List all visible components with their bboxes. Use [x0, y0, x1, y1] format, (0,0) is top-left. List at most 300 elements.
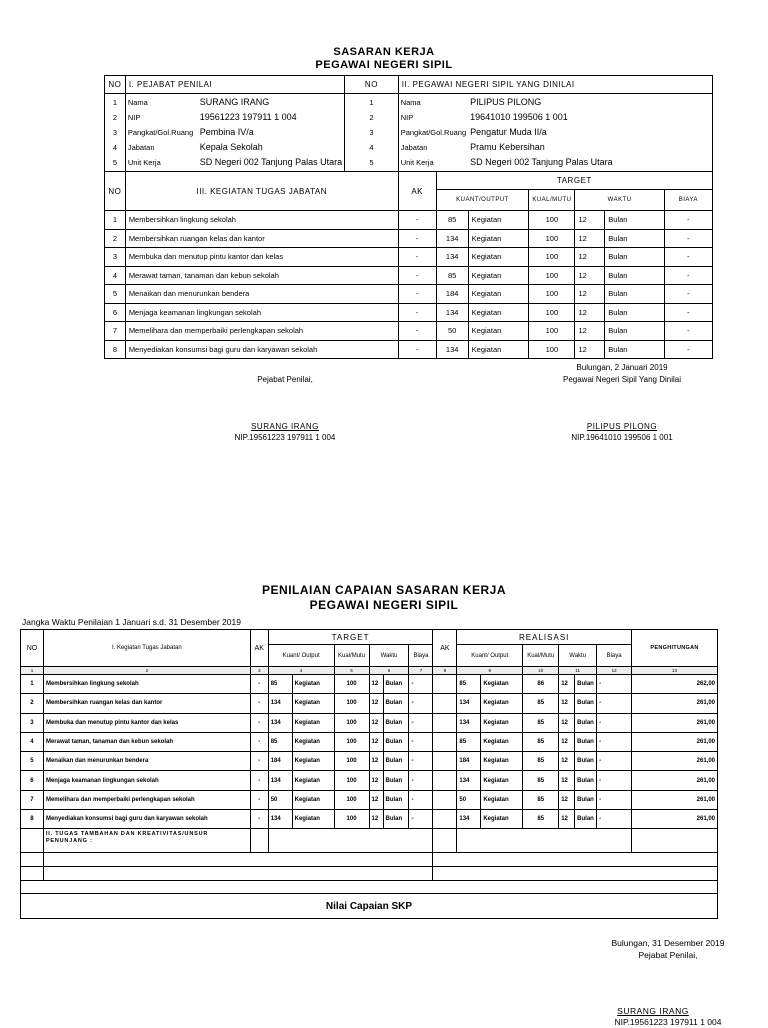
target-waktu-unit: Bulan: [383, 732, 409, 751]
task-ak: -: [398, 248, 436, 267]
pegawai-value-list: [470, 95, 710, 171]
task-name: Membersihkan ruangan kelas dan kantor: [43, 694, 250, 713]
target-waktu: 12: [575, 285, 605, 304]
task-name: Menyediakan konsumsi bagi guru dan karyawan sekolah: [125, 340, 398, 359]
task-row: [105, 340, 713, 359]
task-name: Merawat taman, tanaman dan kebun sekolah: [125, 266, 398, 285]
target-waktu-unit: Bulan: [605, 285, 665, 304]
target-unit: Kegiatan: [292, 694, 334, 713]
target-kuant: 134: [268, 694, 292, 713]
realisasi-ak: [433, 694, 457, 713]
penghitungan-value: 261,00: [632, 771, 718, 790]
kuant-header: KUANT/OUTPUT: [436, 190, 529, 211]
empty-cell: [21, 853, 44, 867]
realisasi-biaya: -: [597, 752, 632, 771]
realisasi-ak: [433, 771, 457, 790]
doc1-title-line2: PEGAWAI NEGERI SIPIL: [315, 59, 453, 71]
kuant-header: Kuant/ Output: [457, 645, 523, 667]
realisasi-unit: Kegiatan: [481, 732, 523, 751]
col-number: 6: [369, 667, 409, 675]
target-unit: Kegiatan: [468, 322, 529, 341]
task-no: 4: [21, 732, 44, 751]
task-no: 3: [21, 713, 44, 732]
waktu-header: Waktu: [559, 645, 597, 667]
realisasi-waktu: 12: [559, 732, 575, 751]
target-kual: 100: [529, 340, 575, 359]
task-ak: -: [398, 285, 436, 304]
target-waktu-unit: Bulan: [383, 675, 409, 694]
target-waktu: 12: [369, 732, 383, 751]
target-unit: Kegiatan: [468, 248, 529, 267]
info-value: Pramu Kebersihan: [470, 142, 545, 153]
target-kual: 100: [334, 675, 369, 694]
task-row: [105, 229, 713, 248]
col-number: 4: [268, 667, 334, 675]
doc2-title-line2: PEGAWAI NEGERI SIPIL: [309, 598, 459, 612]
sasaran-kerja-table: [104, 75, 713, 359]
realisasi-unit: Kegiatan: [481, 694, 523, 713]
realisasi-unit: Kegiatan: [481, 790, 523, 809]
target-unit: Kegiatan: [292, 752, 334, 771]
target-waktu-unit: Bulan: [383, 790, 409, 809]
task-name: Membuka dan menutup pintu kantor dan kelas: [125, 248, 398, 267]
target-biaya: -: [409, 752, 433, 771]
realisasi-kuant: 134: [457, 713, 481, 732]
empty-cell: [43, 853, 432, 867]
col-number: 13: [632, 667, 718, 675]
task-ak: -: [250, 675, 268, 694]
task-ak: -: [398, 211, 436, 230]
doc2-period: Jangka Waktu Penilaian 1 Januari s.d. 31 Desember 2019: [22, 617, 241, 627]
info-label: Jabatan: [400, 143, 428, 153]
target-biaya: -: [409, 771, 433, 790]
task-no: 7: [105, 322, 126, 341]
realisasi-waktu-unit: Bulan: [575, 675, 597, 694]
realisasi-kual: 85: [523, 790, 559, 809]
target-waktu: 12: [369, 675, 383, 694]
target-unit: Kegiatan: [292, 713, 334, 732]
task-row: [105, 322, 713, 341]
target-kual: 100: [334, 810, 369, 829]
task-ak: -: [250, 810, 268, 829]
task-row: [21, 732, 718, 751]
info-label: NIP: [400, 112, 414, 122]
realisasi-biaya: -: [597, 732, 632, 751]
target-waktu-unit: Bulan: [383, 694, 409, 713]
target-unit: Kegiatan: [292, 732, 334, 751]
realisasi-header: REALISASI: [457, 630, 632, 645]
task-ak: -: [250, 752, 268, 771]
target-waktu-unit: Bulan: [605, 211, 665, 230]
task-row: [105, 303, 713, 322]
task-ak: -: [398, 266, 436, 285]
target-waktu: 12: [575, 211, 605, 230]
target-kuant: 85: [436, 266, 468, 285]
kegiatan-header: III. KEGIATAN TUGAS JABATAN: [125, 172, 398, 211]
target-waktu-unit: Bulan: [383, 810, 409, 829]
target-unit: Kegiatan: [468, 266, 529, 285]
task-name: Merawat taman, tanaman dan kebun sekolah: [43, 732, 250, 751]
empty-cell: [433, 829, 457, 853]
task-ak: -: [250, 732, 268, 751]
task-name: Memelihara dan memperbaiki perlengkapan sekolah: [43, 790, 250, 809]
doc1-title-line1: SASARAN KERJA: [333, 46, 435, 58]
task-ak: -: [398, 340, 436, 359]
realisasi-kuant: 134: [457, 810, 481, 829]
waktu-header: WAKTU: [575, 190, 664, 211]
realisasi-waktu-unit: Bulan: [575, 732, 597, 751]
realisasi-biaya: -: [597, 675, 632, 694]
info-label: NIP: [127, 112, 141, 122]
info-no: 5: [112, 158, 117, 168]
target-biaya: -: [664, 285, 712, 304]
info-value: 19561223 197911 1 004: [199, 111, 297, 122]
target-waktu: 12: [369, 713, 383, 732]
target-kuant: 134: [268, 771, 292, 790]
info-label: Nama: [400, 97, 421, 107]
target-unit: Kegiatan: [468, 340, 529, 359]
doc2-sign-nip: NIP.19561223 197911 1 004: [614, 1017, 722, 1027]
target-waktu: 12: [575, 248, 605, 267]
target-biaya: -: [409, 713, 433, 732]
info-no: 4: [369, 143, 374, 153]
target-kuant: 184: [268, 752, 292, 771]
realisasi-kuant: 85: [457, 732, 481, 751]
realisasi-waktu-unit: Bulan: [575, 694, 597, 713]
doc1-left-sign-nip: NIP.19561223 197911 1 004: [234, 433, 336, 442]
target-biaya: -: [664, 340, 712, 359]
task-row: [105, 248, 713, 267]
target-biaya: -: [664, 303, 712, 322]
task-row: [21, 752, 718, 771]
empty-cell: [457, 829, 632, 853]
target-kual: 100: [334, 732, 369, 751]
task-row: [21, 790, 718, 809]
target-biaya: -: [409, 694, 433, 713]
realisasi-unit: Kegiatan: [481, 752, 523, 771]
task-rows: [105, 211, 713, 359]
target-kual: 100: [529, 322, 575, 341]
realisasi-kuant: 134: [457, 694, 481, 713]
col-number: 7: [409, 667, 433, 675]
pejabat-penilai-header: I. PEJABAT PENILAI: [125, 76, 344, 94]
task-name: Membersihkan lingkung sekolah: [43, 675, 250, 694]
col-number: 1: [21, 667, 44, 675]
task-rows: [21, 675, 718, 829]
target-unit: Kegiatan: [292, 790, 334, 809]
target-kual: 100: [529, 285, 575, 304]
target-kual: 100: [334, 752, 369, 771]
realisasi-ak: [433, 752, 457, 771]
realisasi-waktu-unit: Bulan: [575, 713, 597, 732]
realisasi-waktu: 12: [559, 752, 575, 771]
task-row: [105, 211, 713, 230]
empty-cell: [43, 867, 432, 881]
task-no: 2: [105, 229, 126, 248]
realisasi-kuant: 134: [457, 771, 481, 790]
realisasi-kuant: 50: [457, 790, 481, 809]
task-no: 4: [105, 266, 126, 285]
target-kuant: 50: [436, 322, 468, 341]
target-kuant: 184: [436, 285, 468, 304]
target-biaya: -: [409, 675, 433, 694]
info-no: 5: [369, 158, 374, 168]
target-waktu-unit: Bulan: [605, 266, 665, 285]
empty-cell: [268, 829, 433, 853]
task-row: [21, 675, 718, 694]
target-waktu-unit: Bulan: [605, 248, 665, 267]
empty-cell: [21, 881, 718, 894]
task-ak: -: [250, 713, 268, 732]
penghitungan-header: PENGHITUNGAN: [632, 630, 718, 667]
doc1-date: Bulungan, 2 Januari 2019: [576, 363, 668, 372]
doc2-sign-role: Pejabat Penilai,: [638, 950, 698, 960]
realisasi-kuant: 85: [457, 675, 481, 694]
realisasi-waktu: 12: [559, 713, 575, 732]
info-label: Nama: [127, 97, 148, 107]
info-value: Pengatur Muda II/a: [470, 126, 547, 137]
realisasi-unit: Kegiatan: [481, 771, 523, 790]
pegawai-label-list: [401, 95, 466, 171]
target-kual: 100: [529, 211, 575, 230]
info-no: 2: [112, 112, 117, 122]
realisasi-ak: [433, 790, 457, 809]
penilaian-capaian-table: [20, 629, 718, 919]
info-no: 1: [369, 97, 374, 107]
biaya-header: BIAYA: [664, 190, 712, 211]
task-name: Menjaga keamanan lingkungan sekolah: [125, 303, 398, 322]
realisasi-ak: [433, 675, 457, 694]
info-value: SURANG IRANG: [199, 96, 270, 107]
task-no: 2: [21, 694, 44, 713]
target-waktu: 12: [369, 771, 383, 790]
pejabat-value-list: [200, 95, 342, 171]
task-row: [21, 713, 718, 732]
target-kuant: 85: [268, 675, 292, 694]
target-kuant: 134: [436, 229, 468, 248]
info-label: Unit Kerja: [400, 158, 434, 168]
target-kual: 100: [529, 229, 575, 248]
info-no: 3: [112, 127, 117, 137]
task-name: Membersihkan lingkung sekolah: [125, 211, 398, 230]
empty-cell: [632, 829, 718, 853]
target-biaya: -: [409, 790, 433, 809]
doc1-left-sign-name: SURANG IRANG: [251, 422, 319, 431]
target-waktu-unit: Bulan: [383, 752, 409, 771]
task-ak: -: [398, 303, 436, 322]
empty-cell: [250, 829, 268, 853]
target-header: TARGET: [268, 630, 433, 645]
task-no: 5: [21, 752, 44, 771]
target-waktu: 12: [369, 694, 383, 713]
doc2-title-line1: PENILAIAN CAPAIAN SASARAN KERJA: [262, 583, 506, 597]
realisasi-unit: Kegiatan: [481, 810, 523, 829]
task-name: Menyediakan konsumsi bagi guru dan karyawan sekolah: [43, 810, 250, 829]
kual-header: KUAL/MUTU: [529, 190, 575, 211]
col-no: NO: [21, 630, 44, 667]
target-kuant: 85: [436, 211, 468, 230]
target-unit: Kegiatan: [292, 675, 334, 694]
target-kual: 100: [334, 694, 369, 713]
target-kual: 100: [529, 266, 575, 285]
realisasi-kual: 85: [523, 713, 559, 732]
target-waktu-unit: Bulan: [605, 322, 665, 341]
empty-cell: [433, 867, 718, 881]
target-waktu: 12: [575, 340, 605, 359]
realisasi-ak: [433, 732, 457, 751]
target-kuant: 50: [268, 790, 292, 809]
biaya-header: Biaya: [597, 645, 632, 667]
ak-header: AK: [398, 172, 436, 211]
target-waktu-unit: Bulan: [383, 713, 409, 732]
task-no: 6: [105, 303, 126, 322]
task-name: Menjaga keamanan lingkungan sekolah: [43, 771, 250, 790]
col-number: 11: [559, 667, 597, 675]
task-no: 1: [21, 675, 44, 694]
doc1-left-sign-role: Pejabat Penilai,: [257, 375, 313, 384]
realisasi-ak: [433, 713, 457, 732]
pegawai-no-list: [345, 95, 398, 171]
ak-header: AK: [250, 630, 268, 667]
info-no: 3: [369, 127, 374, 137]
biaya-header: Biaya: [409, 645, 433, 667]
doc1-right-sign-nip: NIP.19641010 199506 1 001: [571, 433, 673, 442]
task-ak: -: [398, 322, 436, 341]
column-number-row: [21, 667, 718, 675]
target-kual: 100: [529, 303, 575, 322]
task-ak: -: [398, 229, 436, 248]
realisasi-kual: 85: [523, 771, 559, 790]
realisasi-biaya: -: [597, 713, 632, 732]
realisasi-waktu: 12: [559, 790, 575, 809]
task-row: [21, 810, 718, 829]
empty-cell: [21, 867, 44, 881]
target-waktu: 12: [369, 810, 383, 829]
doc2-date: Bulungan, 31 Desember 2019: [611, 938, 725, 948]
pejabat-no-list: [105, 95, 125, 171]
realisasi-unit: Kegiatan: [481, 675, 523, 694]
col-no: NO: [105, 76, 126, 94]
task-ak: -: [250, 771, 268, 790]
pejabat-label-list: [128, 95, 196, 171]
realisasi-biaya: -: [597, 771, 632, 790]
target-biaya: -: [664, 229, 712, 248]
col-number: 10: [523, 667, 559, 675]
realisasi-waktu-unit: Bulan: [575, 771, 597, 790]
col-number: 5: [334, 667, 369, 675]
target-kual: 100: [529, 248, 575, 267]
info-value: Kepala Sekolah: [199, 142, 263, 153]
kual-header: Kual/Mutu: [523, 645, 559, 667]
task-name: Membuka dan menutup pintu kantor dan kelas: [43, 713, 250, 732]
realisasi-waktu: 12: [559, 810, 575, 829]
col-no: NO: [345, 76, 399, 94]
doc1-right-sign-name: PILIPUS PILONG: [586, 422, 658, 431]
task-row: [21, 771, 718, 790]
info-value: PILIPUS PILONG: [470, 96, 542, 107]
task-no: 7: [21, 790, 44, 809]
realisasi-kuant: 184: [457, 752, 481, 771]
kuant-header: Kuant/ Output: [268, 645, 334, 667]
realisasi-waktu: 12: [559, 771, 575, 790]
target-waktu: 12: [369, 752, 383, 771]
nilai-capaian-label: Nilai Capaian SKP: [21, 894, 718, 919]
task-ak: -: [250, 694, 268, 713]
info-no: 1: [112, 97, 117, 107]
target-header: TARGET: [436, 172, 712, 190]
target-kual: 100: [334, 771, 369, 790]
info-label: Jabatan: [127, 143, 155, 153]
info-no: 2: [369, 112, 374, 122]
col-number: 9: [457, 667, 523, 675]
task-name: Memelihara dan memperbaiki perlengkapan sekolah: [125, 322, 398, 341]
doc2-sign-name: SURANG IRANG: [617, 1006, 689, 1016]
target-kual: 100: [334, 713, 369, 732]
target-unit: Kegiatan: [468, 211, 529, 230]
realisasi-kual: 85: [523, 752, 559, 771]
target-biaya: -: [409, 732, 433, 751]
target-kuant: 85: [268, 732, 292, 751]
target-waktu: 12: [575, 266, 605, 285]
target-biaya: -: [664, 266, 712, 285]
penghitungan-value: 261,00: [632, 694, 718, 713]
info-no: 4: [112, 143, 117, 153]
empty-cell: [21, 829, 44, 853]
task-row: [105, 266, 713, 285]
info-label: Unit Kerja: [127, 158, 161, 168]
col-no: NO: [105, 172, 126, 211]
target-unit: Kegiatan: [292, 810, 334, 829]
task-no: 5: [105, 285, 126, 304]
task-row: [21, 694, 718, 713]
task-no: 1: [105, 211, 126, 230]
col-number: 3: [250, 667, 268, 675]
penghitungan-value: 262,00: [632, 675, 718, 694]
info-label: Pangkat/Gol.Ruang: [400, 127, 467, 137]
col-number: 2: [43, 667, 250, 675]
realisasi-waktu-unit: Bulan: [575, 752, 597, 771]
task-row: [105, 285, 713, 304]
target-unit: Kegiatan: [292, 771, 334, 790]
empty-cell: [433, 853, 718, 867]
task-no: 8: [21, 810, 44, 829]
waktu-header: Waktu: [369, 645, 409, 667]
info-value: 19641010 199506 1 001: [470, 111, 568, 122]
target-waktu: 12: [369, 790, 383, 809]
target-waktu: 12: [575, 322, 605, 341]
realisasi-unit: Kegiatan: [481, 713, 523, 732]
tugas-tambahan-label: II. TUGAS TAMBAHAN DAN KREATIVITAS/UNSUR PENUNJANG :: [43, 829, 250, 853]
target-waktu: 12: [575, 229, 605, 248]
pegawai-dinilai-header: II. PEGAWAI NEGERI SIPIL YANG DINILAI: [398, 76, 712, 94]
target-unit: Kegiatan: [468, 229, 529, 248]
info-value: SD Negeri 002 Tanjung Palas Utara: [199, 157, 343, 168]
penghitungan-value: 261,00: [632, 732, 718, 751]
target-waktu-unit: Bulan: [605, 340, 665, 359]
target-waktu: 12: [575, 303, 605, 322]
target-kual: 100: [334, 790, 369, 809]
target-kuant: 134: [436, 303, 468, 322]
info-value: SD Negeri 002 Tanjung Palas Utara: [470, 157, 613, 168]
target-kuant: 134: [436, 248, 468, 267]
realisasi-waktu-unit: Bulan: [575, 810, 597, 829]
ak-header: AK: [433, 630, 457, 667]
target-unit: Kegiatan: [468, 285, 529, 304]
info-value: Pembina IV/a: [199, 126, 254, 137]
realisasi-waktu: 12: [559, 675, 575, 694]
col-number: 12: [597, 667, 632, 675]
realisasi-kual: 85: [523, 694, 559, 713]
